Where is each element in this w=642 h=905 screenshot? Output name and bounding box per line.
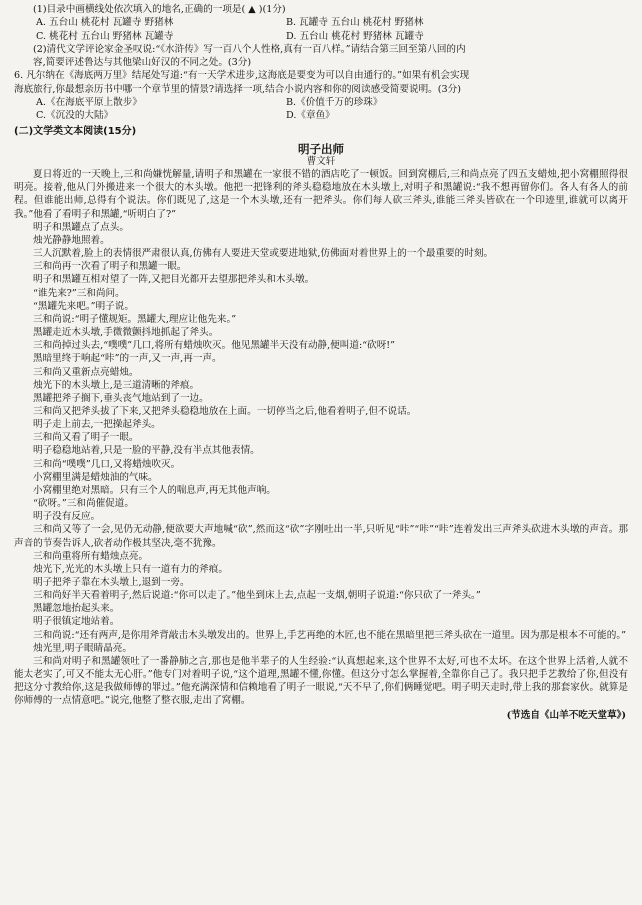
section-heading: (二)文学类文本阅读(15分) xyxy=(14,125,137,137)
paragraph: 明子把斧子靠在木头墩上,退到一旁。 xyxy=(33,577,190,589)
paragraph: 明子和黑罐互相对望了一阵,又把目光都开去望那把斧头和木头墩。 xyxy=(33,274,315,286)
paragraph: 明子走上前去,一把操起斧头。 xyxy=(33,419,161,431)
q6-option-c: C.《沉没的大陆》 xyxy=(36,110,114,122)
paragraph: “砍呀。”三和尚催促道。 xyxy=(33,498,134,510)
source-note: (节选自《山羊不吃天堂草》) xyxy=(506,709,626,721)
paragraph: 三和尚好半天看着明子,然后说道:“你可以走了。”他坐到床上去,点起一支烟,朝明子说道:“你只砍了一斧头。” xyxy=(33,590,481,602)
q6-options-row1 xyxy=(14,96,628,109)
paragraph: 三和尚说:“明子懂规矩。黑罐大,理应让他先来。” xyxy=(33,313,237,325)
paragraph: 烛光里,明子眼睛晶亮。 xyxy=(33,642,132,654)
q6-options-row2 xyxy=(14,109,628,122)
paragraph: 明子稳稳地站着,只是一脸的平静,没有半点其他表情。 xyxy=(33,445,260,457)
article-author: 曹文轩 xyxy=(306,155,336,167)
paragraph: 烛光下的木头墩上,是三道清晰的斧痕。 xyxy=(33,379,200,391)
paragraph: 三和尚又等了一会,见仍无动静,便欲要大声地喊“砍”,然而这“砍”字刚吐出一半,只听见“咔”“咔”“咔”连着发出三声斧头砍进木头墩的声音。那声音的节奏告诉人,砍者动作极其坚决,毫不犹豫。 xyxy=(14,524,628,549)
paragraph: “谁先来?”三和尚问。 xyxy=(33,287,125,299)
q6-line1: 6. 凡尔纳在《海底两万里》结尾处写道:“有一天学术进步,这海底是要变为可以自由通行的。”如果有机会实现 xyxy=(14,70,470,82)
paragraph: 明子和黑罐点了点头。 xyxy=(33,221,129,233)
paragraph: 三和尚说:“还有两声,是你用斧背敲击木头墩发出的。世界上,手艺再绝的木匠,也不能在黑暗里把三斧头砍在一道里。因为那是根本不可能的。” xyxy=(33,629,627,641)
q1-option-d: D. 五台山 桃花村 野猪林 瓦罐寺 xyxy=(286,30,424,42)
paragraph: 烛光静静地照着。 xyxy=(33,234,110,246)
q6-option-d: D.《章鱼》 xyxy=(286,110,335,122)
paragraph: 明子很镇定地站着。 xyxy=(33,616,120,628)
q1-option-b: B. 瓦罐寺 五台山 桃花村 野猪林 xyxy=(286,17,424,29)
article-body xyxy=(14,168,628,707)
q6-line2: 海底旅行,你最想亲历书中哪一个章节里的情景?请选择一项,结合小说内容和你的阅读感受简要说明。(3分) xyxy=(14,83,461,95)
paragraph: 三和尚对明子和黑罐领吐了一番静肺之言,那也是他半辈子的人生经验:“认真想起来,这个世界不太好,可也不太坏。在这个世界上活着,人就不能太老实了,可又不能太无心肝。”他专门对着明子说,“这个道理,黑罐不懂,你懂。但这分寸怎么掌握着,全靠你自己了。我只把手艺教给了你,但没有把这分寸教给你,这是我做师傅的罪过。”他充满深情和信赖地看了明子一眼说,“天不早了,你们俩睡觉吧。明子明天走时,带上我的那套家伙。就算是你师傅的一点情意吧。”说完,他整了整衣服,走出了窝棚。 xyxy=(14,655,628,707)
paragraph: 三和尚又把斧头拔了下来,又把斧头稳稳地放在上面。一切停当之后,他看着明子,但不说话。 xyxy=(33,405,417,417)
paragraph: 三人沉默着,脸上的表情很严肃很认真,仿佛有人要进天堂或要进地狱,仿佛面对着世界上的一个最重要的时刻。 xyxy=(33,248,494,260)
q6-option-b: B.《价值千万的珍珠》 xyxy=(286,97,383,109)
paragraph: 三和尚“噗噗”几口,又将蜡烛吹灭。 xyxy=(33,458,181,470)
paragraph: 烛光下,光光的木头墩上只有一道有力的斧痕。 xyxy=(33,563,228,575)
q1-option-a: A. 五台山 桃花村 瓦罐寺 野猪林 xyxy=(36,17,174,29)
paragraph: 黑罐把斧子搁下,垂头丧气地站到了一边。 xyxy=(33,392,209,404)
paragraph: 三和尚再一次看了明子和黑罐一眼。 xyxy=(33,261,187,273)
paragraph: 三和尚又重新点亮蜡烛。 xyxy=(33,366,139,378)
paragraph: 小窝棚里满是蜡烛油的气味。 xyxy=(33,471,158,483)
q1-stem: (1)目录中画横线处依次填入的地名,正确的一项是( ▲ )(1分) xyxy=(33,4,286,15)
paragraph: 黑罐走近木头墩,手微微颤抖地抓起了斧头。 xyxy=(33,327,219,339)
paragraph: 三和尚掉过头去,“噗噗”几口,将所有蜡烛吹灭。他见黑罐半天没有动静,便叫道:“砍呀!” xyxy=(33,340,396,352)
q2-line1: (2)清代文学评论家金圣叹说:“《水浒传》写一百八个人性格,真有一百八样。”请结合第三回至第八回的内 xyxy=(33,43,466,55)
paragraph: 明子没有反应。 xyxy=(33,511,101,523)
paragraph: 黑罐忽地抬起头来。 xyxy=(33,603,120,615)
article-title: 明子出师 xyxy=(298,141,344,156)
paragraph: 小窝棚里绝对黑暗。只有三个人的喘息声,再无其他声响。 xyxy=(33,484,276,496)
paragraph: 三和尚重将所有蜡烛点亮。 xyxy=(33,550,149,562)
q6-option-a: A.《在海底平原上散步》 xyxy=(36,97,142,109)
q1-option-c: C. 桃花村 五台山 野猪林 瓦罐寺 xyxy=(36,30,174,42)
q1-options-row1 xyxy=(14,16,628,29)
q2-line2: 容,简要评述鲁达与其他梁山好汉的不同之处。(3分) xyxy=(33,57,252,69)
q1-options-row2 xyxy=(14,30,628,43)
paragraph: 黑暗里终于响起“咔”的一声,又一声,再一声。 xyxy=(33,353,222,365)
paragraph: “黑罐先来吧。”明子说。 xyxy=(33,300,134,312)
paragraph: 夏日将近的一天晚上,三和尚嫌恍解量,请明子和黑罐在一家很不错的酒店吃了一顿饭。回到窝棚后,三和尚点亮了四五支蜡烛,把小窝棚照得很明亮。接着,他从门外搬进来一个很大的木头墩。他把一把锋利的斧头稳稳地放在木头墩上,对明子和黑罐说:“我不想再留你们。各人有各人的前程。但谁能出师,总得有个说法。你们既见了,这是一个木头墩,还有一把斧头。你们每人砍三斧头,谁能三斧头皆砍在一个印迹里,谁就可以离开我。”他看了看明子和黑罐,“听明白了?” xyxy=(14,169,628,220)
paragraph: 三和尚又看了明子一眼。 xyxy=(33,432,139,444)
